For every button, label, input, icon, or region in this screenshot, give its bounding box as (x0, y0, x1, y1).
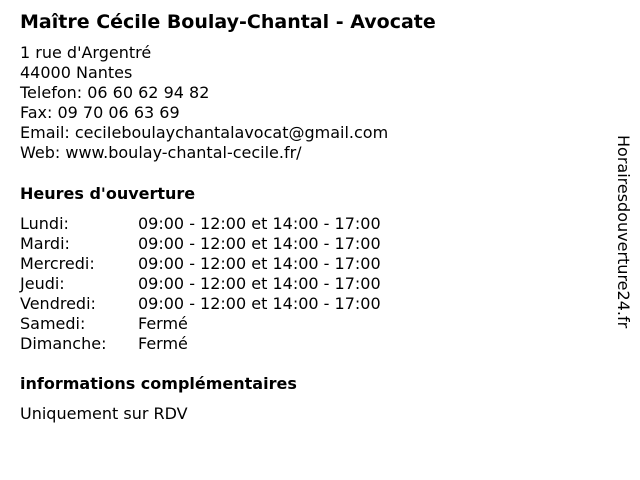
day-label: Lundi: (20, 214, 69, 233)
time-value: 09:00 - 12:00 et 14:00 - 17:00 (138, 234, 381, 253)
time-value: 09:00 - 12:00 et 14:00 - 17:00 (138, 214, 381, 233)
address-city: 44000 Nantes (20, 63, 133, 82)
fax-number: Fax: 09 70 06 63 69 (20, 103, 180, 122)
hours-row-friday (20, 294, 440, 314)
day-label: Samedi: (20, 314, 86, 333)
day-label: Mercredi: (20, 254, 95, 273)
address-street: 1 rue d'Argentré (20, 43, 152, 62)
contact-block (20, 43, 388, 163)
additional-info-heading: informations complémentaires (20, 374, 297, 393)
hours-row-monday (20, 214, 440, 234)
hours-row-wednesday (20, 254, 440, 274)
time-value: 09:00 - 12:00 et 14:00 - 17:00 (138, 294, 381, 313)
page-title: Maître Cécile Boulay-Chantal - Avocate (20, 11, 436, 33)
hours-row-tuesday (20, 234, 440, 254)
site-watermark: Horairesdouverture24.fr (614, 135, 633, 329)
hours-row-sunday (20, 334, 440, 354)
email-address: Email: ceciIeboulaychantalavocat@gmail.com (20, 123, 389, 142)
opening-hours-table (20, 214, 440, 354)
hours-row-saturday (20, 314, 440, 334)
time-value: Fermé (138, 334, 188, 353)
website-address: Web: www.boulay-chantal-cecile.fr/ (20, 143, 302, 162)
phone-number: Telefon: 06 60 62 94 82 (20, 83, 210, 102)
time-value: 09:00 - 12:00 et 14:00 - 17:00 (138, 254, 381, 273)
day-label: Vendredi: (20, 294, 96, 313)
time-value: 09:00 - 12:00 et 14:00 - 17:00 (138, 274, 381, 293)
additional-info-text: Uniquement sur RDV (20, 404, 188, 423)
day-label: Mardi: (20, 234, 70, 253)
time-value: Fermé (138, 314, 188, 333)
hours-row-thursday (20, 274, 440, 294)
day-label: Jeudi: (20, 274, 65, 293)
day-label: Dimanche: (20, 334, 107, 353)
opening-hours-heading: Heures d'ouverture (20, 184, 196, 203)
